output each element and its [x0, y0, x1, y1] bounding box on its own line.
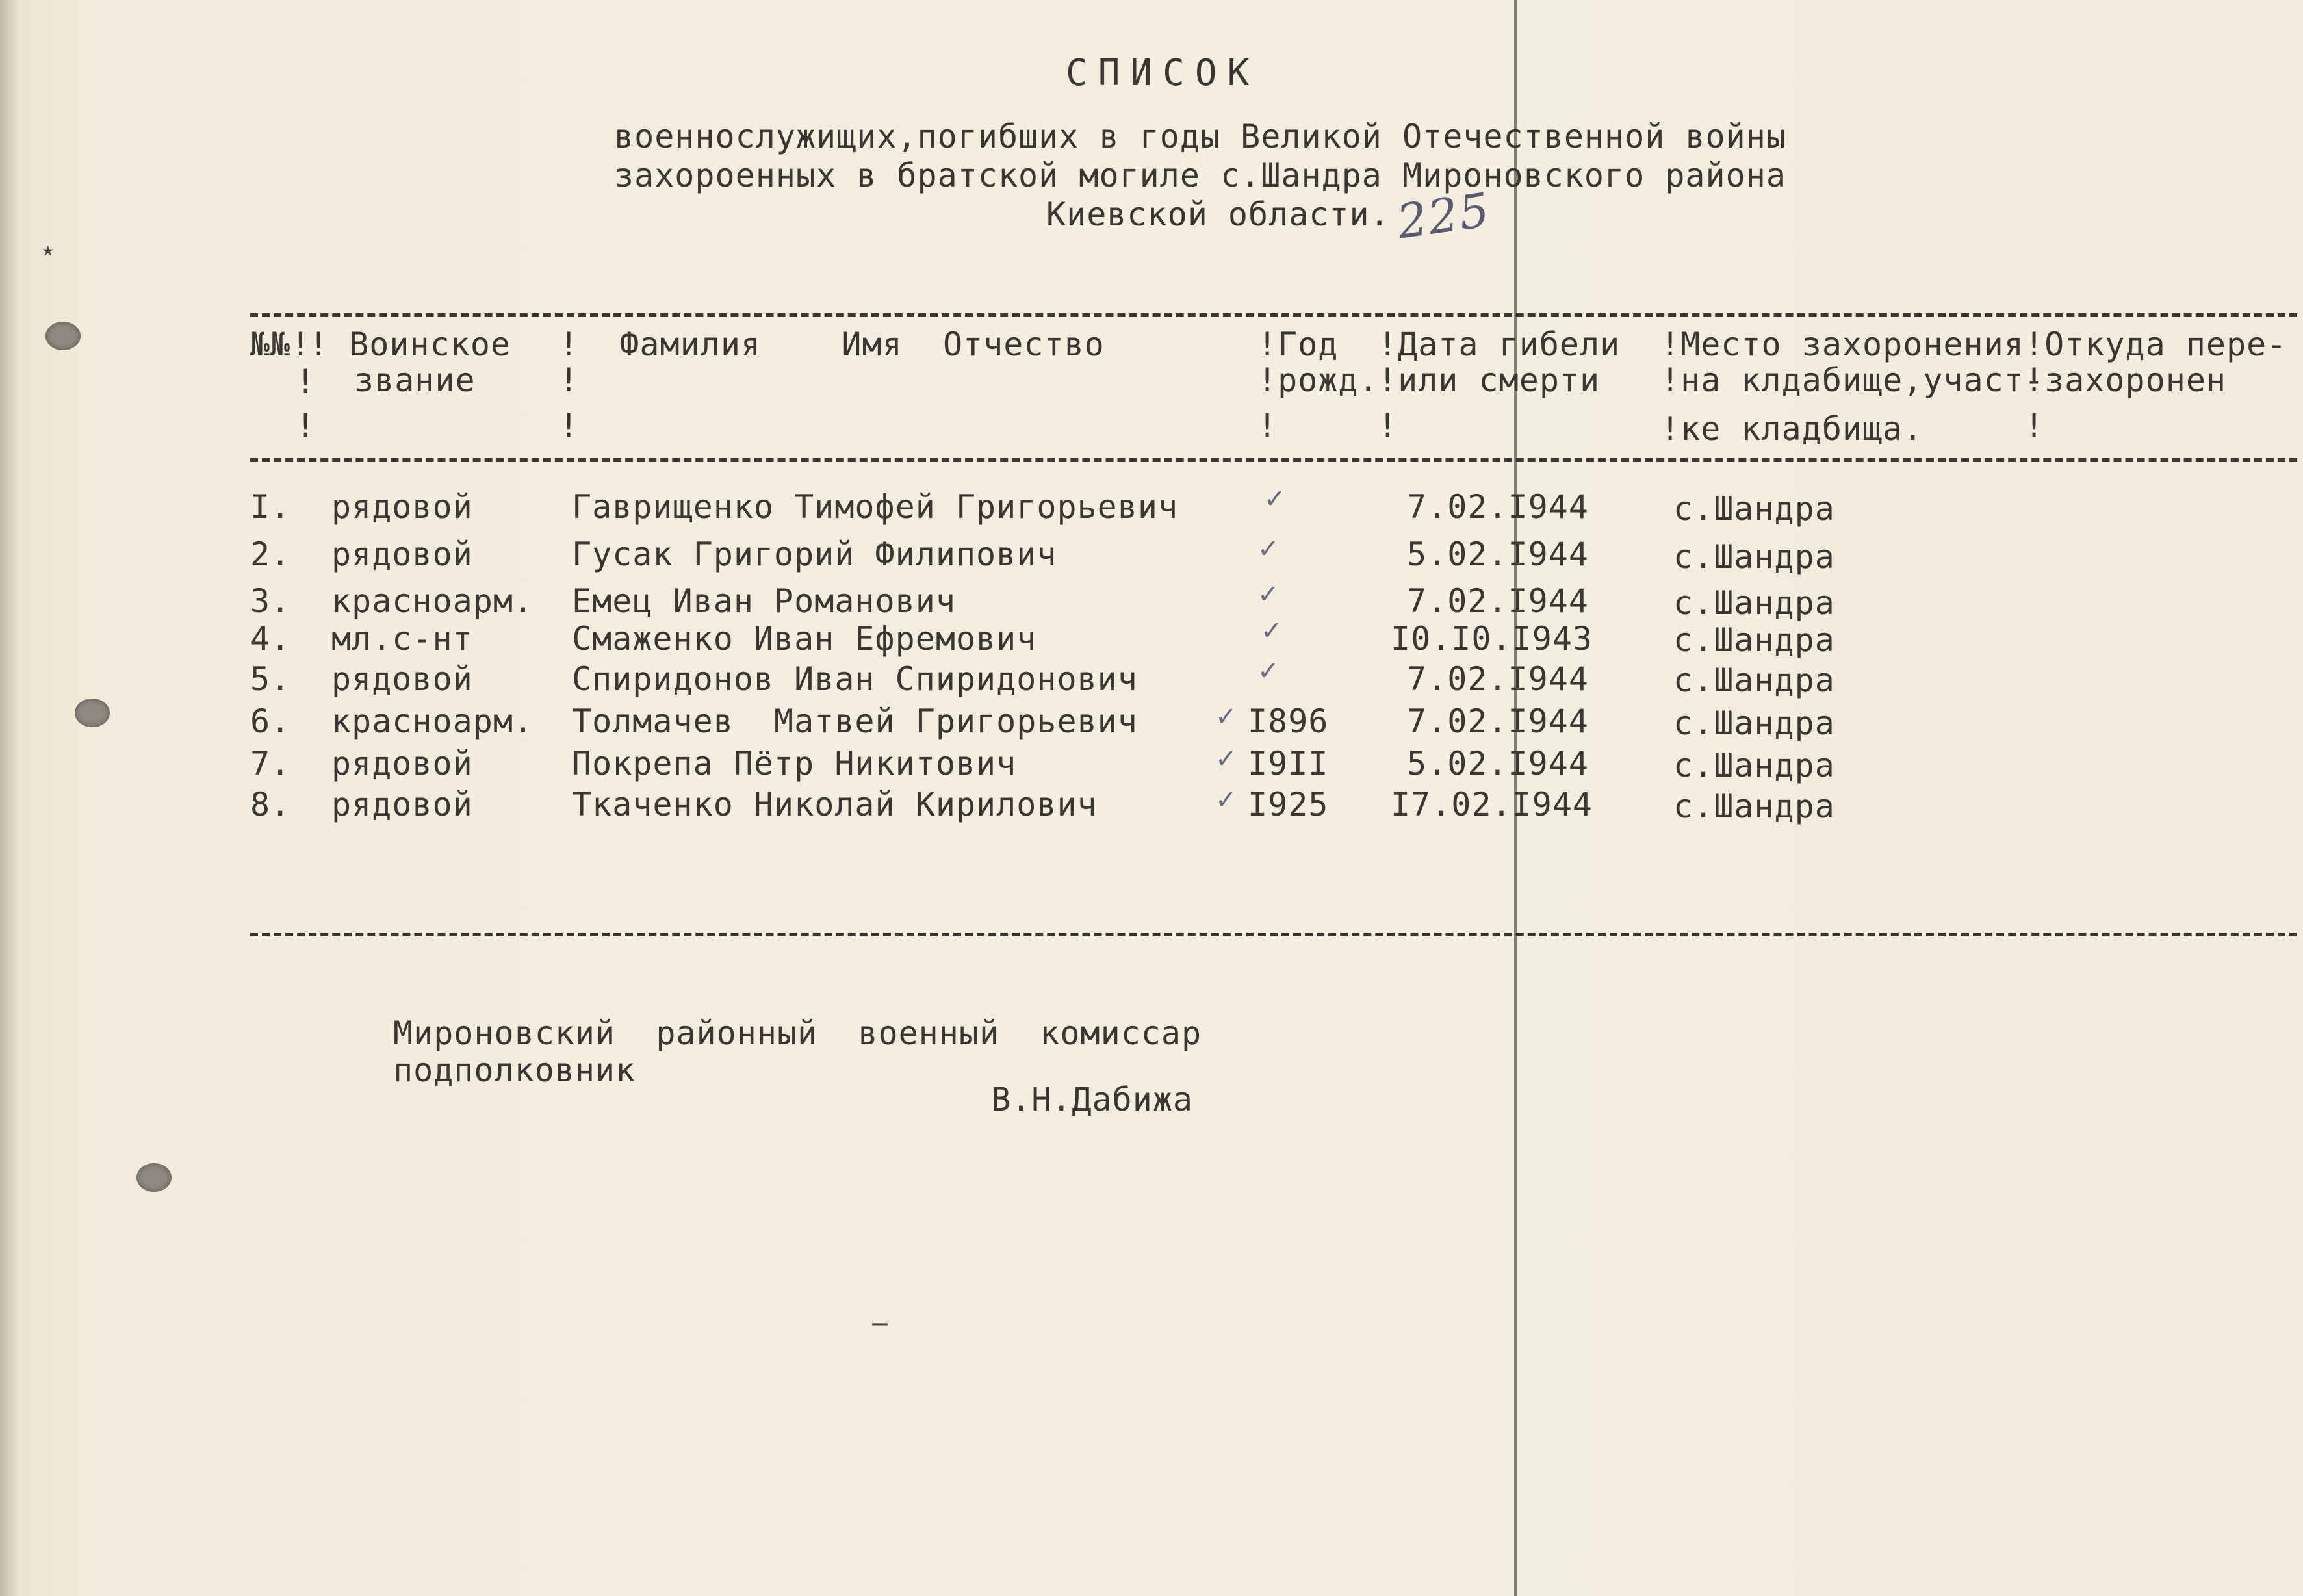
check-mark: ✓ [1257, 656, 1280, 686]
stray-mark: ‒ [871, 1306, 889, 1339]
header-bang: ! [2024, 407, 2045, 444]
row-rank: красноарм. [331, 702, 534, 740]
row-year: I9II [1248, 745, 1329, 782]
check-mark: ✓ [1264, 484, 1286, 514]
check-mark: ✓ [1215, 785, 1237, 815]
table-bottom-rule [250, 933, 2297, 936]
row-rank: рядовой [331, 745, 473, 782]
row-rank: рядовой [331, 488, 473, 526]
row-date: I0.I0.I943 [1391, 620, 1593, 658]
header-bang: ! [1378, 407, 1398, 444]
row-date: 5.02.I944 [1407, 745, 1589, 782]
document-title: СПИСОК [1066, 52, 1260, 94]
header-place-2: !на клдабище,участ- [1660, 361, 2044, 399]
row-num: I. [250, 488, 291, 526]
table-header-rule [250, 458, 2297, 462]
row-name: Гусак Григорий Филипович [572, 535, 1057, 573]
header-from-2: !захоронен [2024, 361, 2227, 399]
footer-signature: В.Н.Дабижа [991, 1081, 1194, 1118]
page-edge-shadow [0, 0, 19, 1596]
row-name: Толмачев Матвей Григорьевич [572, 702, 1138, 740]
check-mark: ✓ [1215, 744, 1237, 774]
check-mark: ✓ [1257, 534, 1280, 564]
row-rank: красноарм. [331, 582, 534, 620]
check-mark: ✓ [1215, 702, 1237, 732]
punch-hole [75, 699, 110, 727]
row-rank: рядовой [331, 660, 473, 698]
row-place: с.Шандра [1673, 584, 1835, 622]
row-num: 7. [250, 745, 291, 782]
subtitle-line-3: Киевской области. [1046, 196, 1390, 233]
row-name: Смаженко Иван Ефремович [572, 620, 1037, 658]
row-place: с.Шандра [1673, 490, 1835, 528]
header-num: №№! [250, 326, 311, 363]
row-name: Спиридонов Иван Спиридонович [572, 660, 1138, 698]
row-num: 4. [250, 620, 291, 658]
row-year: I925 [1248, 786, 1329, 823]
row-place: с.Шандра [1673, 538, 1835, 576]
row-date: 7.02.I944 [1407, 702, 1589, 740]
row-date: 7.02.I944 [1407, 582, 1589, 620]
stray-mark: ⋆ [39, 234, 57, 267]
header-fio: ! Фамилия Имя Отчество [559, 326, 1105, 363]
row-rank: мл.с-нт [331, 620, 473, 658]
subtitle-line-2: захороенных в братской могиле с.Шандра Мироновского района [614, 157, 1786, 194]
punch-hole [136, 1163, 172, 1192]
row-date: 7.02.I944 [1407, 488, 1589, 526]
row-rank: рядовой [331, 535, 473, 573]
check-mark: ✓ [1261, 616, 1283, 646]
row-rank: рядовой [331, 786, 473, 823]
row-place: с.Шандра [1673, 621, 1835, 659]
header-place-1: !Место захоронения [1660, 326, 2024, 363]
row-place: с.Шандра [1673, 747, 1835, 784]
header-bang: ! [559, 407, 580, 444]
row-place: с.Шандра [1673, 704, 1835, 742]
row-num: 3. [250, 582, 291, 620]
header-date-1: !Дата гибели [1378, 326, 1621, 363]
row-place: с.Шандра [1673, 662, 1835, 699]
header-rank-2: звание [354, 361, 476, 399]
row-num: 2. [250, 535, 291, 573]
row-name: Гаврищенко Тимофей Григорьевич [572, 488, 1179, 526]
header-from-1: !Откуда пере- [2024, 326, 2287, 363]
header-place-3: !ке кладбища. [1660, 410, 1923, 448]
row-num: 5. [250, 660, 291, 698]
check-mark: ✓ [1257, 580, 1280, 610]
header-bang: ! [1257, 407, 1278, 444]
footer-rank: подполковник [393, 1051, 636, 1089]
header-bang: ! [559, 361, 580, 399]
header-date-2: !или смерти [1378, 361, 1601, 399]
subtitle-line-1: военнослужищих,погибших в годы Великой Отечественной войны [614, 118, 1786, 155]
row-date: 5.02.I944 [1407, 535, 1589, 573]
row-num: 8. [250, 786, 291, 823]
row-date: I7.02.I944 [1391, 786, 1593, 823]
header-num-bang: ! [296, 407, 316, 444]
header-year-2: !рожд. [1257, 361, 1379, 399]
punch-hole [45, 322, 81, 350]
row-name: Ткаченко Николай Кирилович [572, 786, 1098, 823]
header-num-bang: ! [296, 363, 316, 400]
row-place: с.Шандра [1673, 788, 1835, 825]
header-year-1: !Год [1257, 326, 1339, 363]
row-name: Емец Иван Романович [572, 582, 956, 620]
table-top-rule [250, 313, 2297, 317]
footer-commissar: Мироновский районный военный комиссар [393, 1014, 1202, 1052]
row-year: I896 [1248, 702, 1329, 740]
row-date: 7.02.I944 [1407, 660, 1589, 698]
row-num: 6. [250, 702, 291, 740]
row-name: Покрепа Пётр Никитович [572, 745, 1017, 782]
header-rank-1: ! Воинское [309, 326, 511, 363]
handwritten-page-number: 225 [1393, 182, 1494, 250]
